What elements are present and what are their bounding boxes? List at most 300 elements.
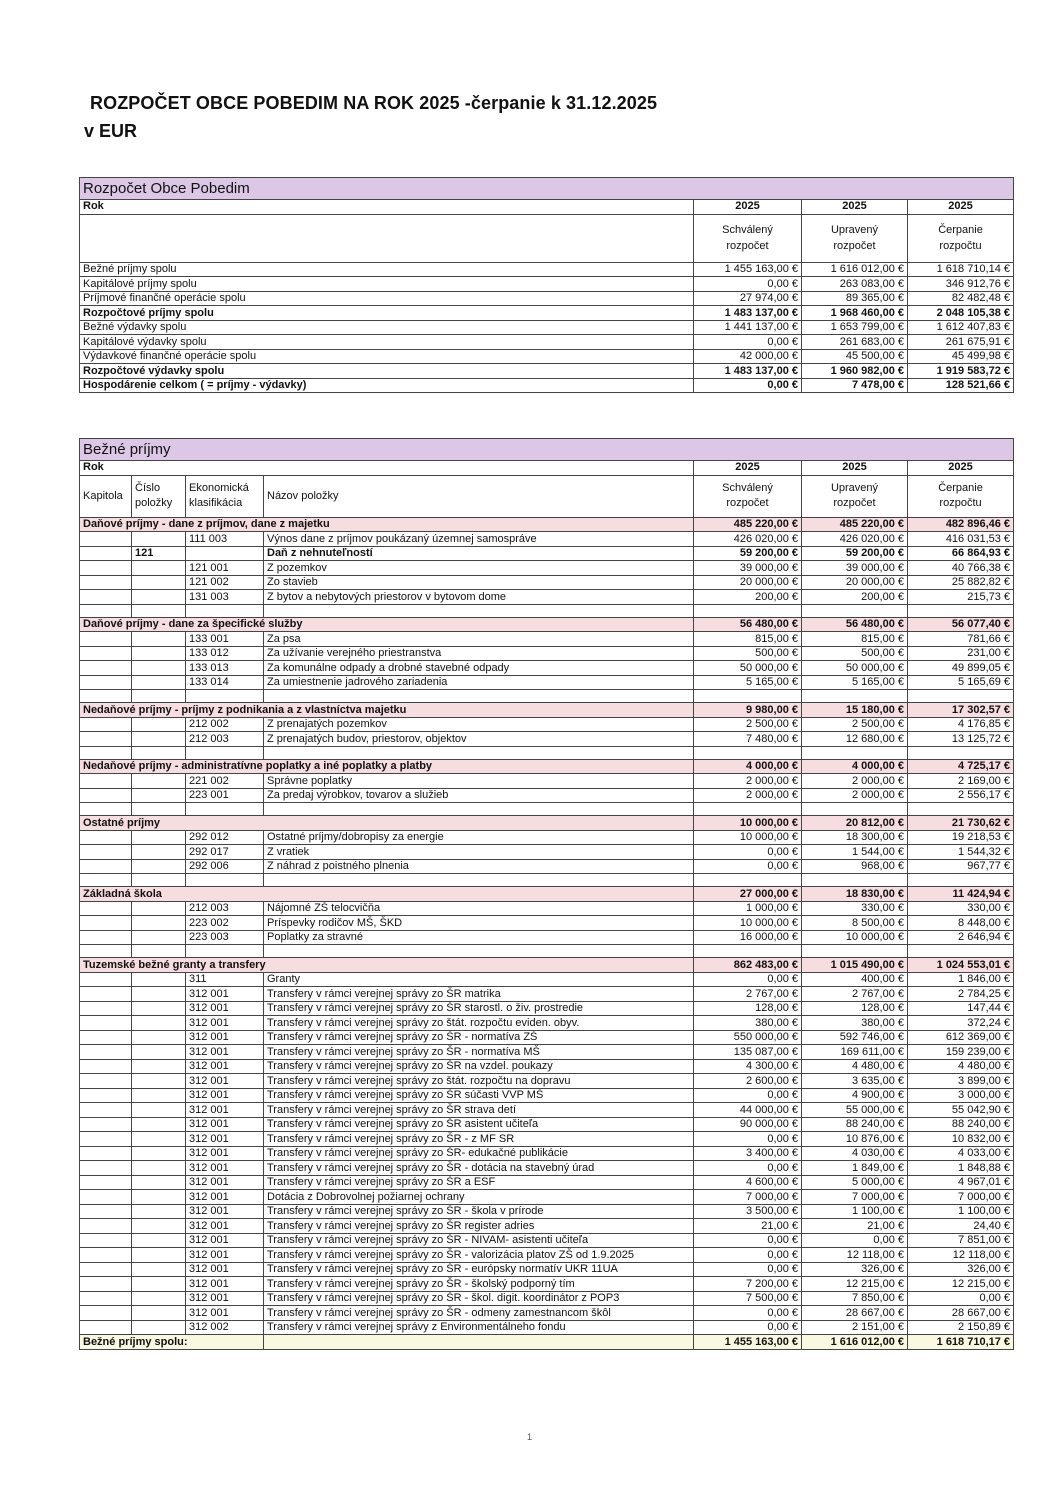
nazov-cell: Transfery v rámci verejnej správy zo štát. rozpočtu na dopravu bbox=[264, 1074, 694, 1089]
empty-cell bbox=[264, 746, 694, 759]
amount-cell: 3 500,00 € bbox=[694, 1204, 802, 1219]
nazov-cell: Za predaj výrobkov, tovarov a služieb bbox=[264, 788, 694, 803]
amount-cell: 0,00 € bbox=[908, 1291, 1014, 1306]
cislo-cell bbox=[132, 1088, 186, 1103]
amount-cell: 263 083,00 € bbox=[802, 277, 908, 292]
empty-cell bbox=[80, 604, 132, 617]
amount-cell: 8 448,00 € bbox=[908, 916, 1014, 931]
total-amount: 1 616 012,00 € bbox=[802, 1335, 908, 1350]
amount-cell: 2 646,94 € bbox=[908, 930, 1014, 945]
group-amount: 11 424,94 € bbox=[908, 887, 1014, 902]
amount-cell: 200,00 € bbox=[802, 590, 908, 605]
nazov-cell: Z náhrad z poistného plnenia bbox=[264, 859, 694, 874]
table-row bbox=[80, 546, 1014, 561]
amount-cell: 1 919 583,72 € bbox=[908, 364, 1014, 379]
amount-cell: 592 746,00 € bbox=[802, 1030, 908, 1045]
amount-cell: 1 000,00 € bbox=[694, 901, 802, 916]
group-amount: 17 302,57 € bbox=[908, 703, 1014, 718]
ekon-cell: 312 001 bbox=[186, 1219, 264, 1234]
summary-row bbox=[80, 335, 1014, 350]
kapitola-cell bbox=[80, 590, 132, 605]
kapitola-cell bbox=[80, 1030, 132, 1045]
nazov-cell: Transfery v rámci verejnej správy zo ŠR starostl. o živ. prostredie bbox=[264, 1001, 694, 1016]
column-header: Upravený rozpočet bbox=[802, 214, 908, 262]
amount-cell: 128 521,66 € bbox=[908, 378, 1014, 393]
amount-cell: 500,00 € bbox=[802, 646, 908, 661]
bezne-prijmy-table bbox=[79, 438, 1014, 1350]
empty-cell bbox=[186, 803, 264, 816]
amount-cell: 781,66 € bbox=[908, 632, 1014, 647]
amount-cell: 7 200,00 € bbox=[694, 1277, 802, 1292]
amount-cell: 2 169,00 € bbox=[908, 774, 1014, 789]
kapitola-cell bbox=[80, 1045, 132, 1060]
group-title: Nedaňové príjmy - príjmy z podnikania a z vlastníctva majetku bbox=[80, 703, 694, 718]
amount-cell: 261 675,91 € bbox=[908, 335, 1014, 350]
cislo-cell bbox=[132, 632, 186, 647]
amount-cell: 7 850,00 € bbox=[802, 1291, 908, 1306]
ekon-cell: 312 001 bbox=[186, 1146, 264, 1161]
ekon-cell: 131 003 bbox=[186, 590, 264, 605]
column-header: Čerpanie rozpočtu bbox=[908, 214, 1014, 262]
table-row bbox=[80, 1262, 1014, 1277]
cislo-cell bbox=[132, 830, 186, 845]
nazov-cell: Z prenajatých budov, priestorov, objektov bbox=[264, 732, 694, 747]
amount-cell: 968,00 € bbox=[802, 859, 908, 874]
row-label: Rozpočtové výdavky spolu bbox=[80, 364, 694, 379]
ekon-cell: 312 001 bbox=[186, 1001, 264, 1016]
spacer-row bbox=[80, 874, 1014, 887]
amount-cell: 200,00 € bbox=[694, 590, 802, 605]
amount-cell: 0,00 € bbox=[694, 378, 802, 393]
summary-row bbox=[80, 364, 1014, 379]
ekon-cell: 312 001 bbox=[186, 987, 264, 1002]
summary-row bbox=[80, 306, 1014, 321]
nazov-cell: Transfery v rámci verejnej správy zo ŠR - dotácia na stavebný úrad bbox=[264, 1161, 694, 1176]
nazov-cell: Za umiestnenie jadrového zariadenia bbox=[264, 675, 694, 690]
year-header: 2025 bbox=[802, 461, 908, 476]
amount-cell: 0,00 € bbox=[694, 1132, 802, 1147]
spacer-row bbox=[80, 690, 1014, 703]
amount-cell: 45 499,98 € bbox=[908, 349, 1014, 364]
cislo-cell bbox=[132, 1016, 186, 1031]
group-amount: 15 180,00 € bbox=[802, 703, 908, 718]
empty-cell bbox=[802, 690, 908, 703]
amount-cell: 147,44 € bbox=[908, 1001, 1014, 1016]
cislo-cell bbox=[132, 1204, 186, 1219]
ekon-cell: 312 001 bbox=[186, 1132, 264, 1147]
empty-cell bbox=[694, 874, 802, 887]
kapitola-cell bbox=[80, 788, 132, 803]
amount-cell: 3 400,00 € bbox=[694, 1146, 802, 1161]
document-title: ROZPOČET OBCE POBEDIM NA ROK 2025 -čerpanie k 31.12.2025 bbox=[90, 93, 658, 113]
kapitola-cell bbox=[80, 532, 132, 547]
amount-cell: 2 784,25 € bbox=[908, 987, 1014, 1002]
amount-cell: 159 239,00 € bbox=[908, 1045, 1014, 1060]
cislo-cell bbox=[132, 916, 186, 931]
cislo-cell bbox=[132, 901, 186, 916]
kapitola-cell bbox=[80, 1204, 132, 1219]
year-header: 2025 bbox=[694, 461, 802, 476]
nazov-cell: Transfery v rámci verejnej správy zo ŠR register adries bbox=[264, 1219, 694, 1234]
nazov-cell: Granty bbox=[264, 972, 694, 987]
empty-cell bbox=[264, 1335, 694, 1350]
cislo-cell bbox=[132, 717, 186, 732]
nazov-cell: Transfery v rámci verejnej správy zo štát. rozpočtu eviden. obyv. bbox=[264, 1016, 694, 1031]
table-row bbox=[80, 717, 1014, 732]
group-amount: 4 725,17 € bbox=[908, 759, 1014, 774]
kapitola-cell bbox=[80, 1291, 132, 1306]
rok-label: Rok bbox=[80, 461, 694, 476]
amount-cell: 1 483 137,00 € bbox=[694, 364, 802, 379]
amount-cell: 3 000,00 € bbox=[908, 1088, 1014, 1103]
kapitola-cell bbox=[80, 1001, 132, 1016]
table-row bbox=[80, 916, 1014, 931]
amount-cell: 49 899,05 € bbox=[908, 661, 1014, 676]
empty-cell bbox=[132, 945, 186, 958]
kapitola-cell bbox=[80, 1117, 132, 1132]
table-row bbox=[80, 859, 1014, 874]
kapitola-cell bbox=[80, 675, 132, 690]
kapitola-cell bbox=[80, 1233, 132, 1248]
amount-cell: 4 600,00 € bbox=[694, 1175, 802, 1190]
amount-cell: 20 000,00 € bbox=[694, 575, 802, 590]
amount-cell: 215,73 € bbox=[908, 590, 1014, 605]
ekon-cell: 312 002 bbox=[186, 1320, 264, 1335]
amount-cell: 39 000,00 € bbox=[694, 561, 802, 576]
table-row bbox=[80, 1001, 1014, 1016]
nazov-cell: Za psa bbox=[264, 632, 694, 647]
amount-cell: 19 218,53 € bbox=[908, 830, 1014, 845]
nazov-cell: Transfery v rámci verejnej správy zo ŠR - európsky normatív UKR 11UA bbox=[264, 1262, 694, 1277]
amount-cell: 1 653 799,00 € bbox=[802, 320, 908, 335]
amount-cell: 7 000,00 € bbox=[694, 1190, 802, 1205]
amount-cell: 1 616 012,00 € bbox=[802, 262, 908, 277]
group-header-row bbox=[80, 887, 1014, 902]
amount-cell: 967,77 € bbox=[908, 859, 1014, 874]
amount-cell: 1 455 163,00 € bbox=[694, 262, 802, 277]
nazov-cell: Transfery v rámci verejnej správy zo ŠR na vzdel. poukazy bbox=[264, 1059, 694, 1074]
amount-cell: 7 480,00 € bbox=[694, 732, 802, 747]
table-row bbox=[80, 1248, 1014, 1263]
kapitola-cell bbox=[80, 575, 132, 590]
table-row bbox=[80, 788, 1014, 803]
table-row bbox=[80, 1175, 1014, 1190]
amount-cell: 82 482,48 € bbox=[908, 291, 1014, 306]
nazov-cell: Výnos dane z príjmov poukázaný územnej samospráve bbox=[264, 532, 694, 547]
column-header-cislo: Číslo položky bbox=[132, 475, 186, 517]
amount-cell: 2 767,00 € bbox=[802, 987, 908, 1002]
amount-cell: 0,00 € bbox=[694, 845, 802, 860]
spacer-row bbox=[80, 604, 1014, 617]
amount-cell: 25 882,82 € bbox=[908, 575, 1014, 590]
amount-cell: 426 020,00 € bbox=[802, 532, 908, 547]
empty-cell bbox=[186, 604, 264, 617]
kapitola-cell bbox=[80, 646, 132, 661]
kapitola-cell bbox=[80, 632, 132, 647]
amount-cell: 2 151,00 € bbox=[802, 1320, 908, 1335]
cislo-cell bbox=[132, 1306, 186, 1321]
cislo-cell bbox=[132, 661, 186, 676]
amount-cell: 0,00 € bbox=[694, 1233, 802, 1248]
ekon-cell: 212 003 bbox=[186, 732, 264, 747]
amount-cell: 0,00 € bbox=[694, 1161, 802, 1176]
ekon-cell: 292 006 bbox=[186, 859, 264, 874]
empty-cell bbox=[802, 945, 908, 958]
page-number: 1 bbox=[527, 1432, 533, 1442]
table-row bbox=[80, 646, 1014, 661]
table-row bbox=[80, 930, 1014, 945]
amount-cell: 612 369,00 € bbox=[908, 1030, 1014, 1045]
ekon-cell: 312 001 bbox=[186, 1103, 264, 1118]
table-row bbox=[80, 972, 1014, 987]
empty-cell bbox=[132, 690, 186, 703]
cislo-cell bbox=[132, 1059, 186, 1074]
summary-table bbox=[79, 177, 1014, 393]
amount-cell: 4 033,00 € bbox=[908, 1146, 1014, 1161]
cislo-cell bbox=[132, 1219, 186, 1234]
group-header-row bbox=[80, 958, 1014, 973]
cislo-cell bbox=[132, 930, 186, 945]
table-row bbox=[80, 845, 1014, 860]
group-amount: 9 980,00 € bbox=[694, 703, 802, 718]
row-label: Kapitálové výdavky spolu bbox=[80, 335, 694, 350]
table-row bbox=[80, 1103, 1014, 1118]
column-header-cerpanie: Čerpanie rozpočtu bbox=[908, 475, 1014, 517]
empty-cell bbox=[264, 803, 694, 816]
amount-cell: 0,00 € bbox=[694, 1320, 802, 1335]
amount-cell: 2 500,00 € bbox=[694, 717, 802, 732]
amount-cell: 3 635,00 € bbox=[802, 1074, 908, 1089]
amount-cell: 550 000,00 € bbox=[694, 1030, 802, 1045]
row-label: Hospodárenie celkom ( = príjmy - výdavky) bbox=[80, 378, 694, 393]
summary-row bbox=[80, 378, 1014, 393]
amount-cell: 0,00 € bbox=[694, 1306, 802, 1321]
empty-cell bbox=[908, 874, 1014, 887]
nazov-cell: Z bytov a nebytových priestorov v bytovom dome bbox=[264, 590, 694, 605]
cislo-cell bbox=[132, 972, 186, 987]
year-header: 2025 bbox=[694, 200, 802, 215]
kapitola-cell bbox=[80, 916, 132, 931]
cislo-cell bbox=[132, 675, 186, 690]
kapitola-cell bbox=[80, 661, 132, 676]
table-row bbox=[80, 561, 1014, 576]
kapitola-cell bbox=[80, 987, 132, 1002]
ekon-cell: 312 001 bbox=[186, 1074, 264, 1089]
row-label: Bežné príjmy spolu bbox=[80, 262, 694, 277]
kapitola-cell bbox=[80, 930, 132, 945]
amount-cell: 10 000,00 € bbox=[694, 916, 802, 931]
summary-row bbox=[80, 262, 1014, 277]
cislo-cell bbox=[132, 1248, 186, 1263]
kapitola-cell bbox=[80, 1103, 132, 1118]
year-header: 2025 bbox=[908, 461, 1014, 476]
group-amount: 27 000,00 € bbox=[694, 887, 802, 902]
amount-cell: 10 832,00 € bbox=[908, 1132, 1014, 1147]
table-row bbox=[80, 675, 1014, 690]
ekon-cell: 121 002 bbox=[186, 575, 264, 590]
amount-cell: 55 042,90 € bbox=[908, 1103, 1014, 1118]
empty-cell bbox=[802, 874, 908, 887]
kapitola-cell bbox=[80, 859, 132, 874]
kapitola-cell bbox=[80, 1146, 132, 1161]
table-band-row bbox=[80, 178, 1014, 200]
amount-cell: 0,00 € bbox=[694, 335, 802, 350]
table-row bbox=[80, 1030, 1014, 1045]
ekon-cell: 133 012 bbox=[186, 646, 264, 661]
group-amount: 485 220,00 € bbox=[802, 517, 908, 532]
summary-row bbox=[80, 291, 1014, 306]
kapitola-cell bbox=[80, 1262, 132, 1277]
cislo-cell bbox=[132, 1190, 186, 1205]
table-row bbox=[80, 732, 1014, 747]
ekon-cell: 212 002 bbox=[186, 717, 264, 732]
group-amount: 482 896,46 € bbox=[908, 517, 1014, 532]
amount-cell: 330,00 € bbox=[802, 901, 908, 916]
ekon-cell: 223 002 bbox=[186, 916, 264, 931]
ekon-cell: 292 012 bbox=[186, 830, 264, 845]
amount-cell: 1 618 710,14 € bbox=[908, 262, 1014, 277]
kapitola-cell bbox=[80, 1132, 132, 1147]
amount-cell: 4 300,00 € bbox=[694, 1059, 802, 1074]
kapitola-cell bbox=[80, 1219, 132, 1234]
amount-cell: 39 000,00 € bbox=[802, 561, 908, 576]
nazov-cell: Transfery v rámci verejnej správy zo ŠR súčasti VVP MŠ bbox=[264, 1088, 694, 1103]
table-row bbox=[80, 1045, 1014, 1060]
ekon-cell: 312 001 bbox=[186, 1233, 264, 1248]
amount-cell: 2 600,00 € bbox=[694, 1074, 802, 1089]
group-header-row bbox=[80, 517, 1014, 532]
ekon-cell: 312 001 bbox=[186, 1204, 264, 1219]
amount-cell: 1 846,00 € bbox=[908, 972, 1014, 987]
ekon-cell: 312 001 bbox=[186, 1277, 264, 1292]
table-row bbox=[80, 590, 1014, 605]
spacer-row bbox=[80, 803, 1014, 816]
empty-cell bbox=[264, 945, 694, 958]
nazov-cell: Dotácia z Dobrovolnej požiarnej ochrany bbox=[264, 1190, 694, 1205]
amount-cell: 16 000,00 € bbox=[694, 930, 802, 945]
nazov-cell: Z vratiek bbox=[264, 845, 694, 860]
ekon-cell: 133 013 bbox=[186, 661, 264, 676]
cislo-cell bbox=[132, 1117, 186, 1132]
empty-cell bbox=[186, 874, 264, 887]
kapitola-cell bbox=[80, 1074, 132, 1089]
amount-cell: 2 048 105,38 € bbox=[908, 306, 1014, 321]
group-amount: 18 830,00 € bbox=[802, 887, 908, 902]
kapitola-cell bbox=[80, 1190, 132, 1205]
group-title: Daňové príjmy - dane za špecifické služby bbox=[80, 617, 694, 632]
amount-cell: 4 480,00 € bbox=[908, 1059, 1014, 1074]
amount-cell: 24,40 € bbox=[908, 1219, 1014, 1234]
total-row bbox=[80, 1335, 1014, 1350]
amount-cell: 28 667,00 € bbox=[802, 1306, 908, 1321]
amount-cell: 128,00 € bbox=[694, 1001, 802, 1016]
group-title: Tuzemské bežné granty a transfery bbox=[80, 958, 694, 973]
cislo-cell bbox=[132, 1291, 186, 1306]
nazov-cell: Transfery v rámci verejnej správy zo ŠR - normatíva ZŠ bbox=[264, 1030, 694, 1045]
amount-cell: 0,00 € bbox=[694, 277, 802, 292]
nazov-cell: Príspevky rodičov MŠ, ŠKD bbox=[264, 916, 694, 931]
cislo-cell bbox=[132, 1001, 186, 1016]
table-row bbox=[80, 1117, 1014, 1132]
spacer-row bbox=[80, 746, 1014, 759]
nazov-cell: Transfery v rámci verejnej správy zo ŠR - školský podporný tím bbox=[264, 1277, 694, 1292]
empty-cell bbox=[264, 874, 694, 887]
kapitola-cell bbox=[80, 561, 132, 576]
amount-cell: 7 000,00 € bbox=[802, 1190, 908, 1205]
empty-cell bbox=[908, 690, 1014, 703]
table-row bbox=[80, 1146, 1014, 1161]
group-amount: 862 483,00 € bbox=[694, 958, 802, 973]
amount-cell: 0,00 € bbox=[694, 972, 802, 987]
document-subtitle: v EUR bbox=[84, 121, 138, 141]
amount-cell: 2 000,00 € bbox=[802, 788, 908, 803]
amount-cell: 2 150,89 € bbox=[908, 1320, 1014, 1335]
summary-row bbox=[80, 277, 1014, 292]
table-row bbox=[80, 1161, 1014, 1176]
ekon-cell: 221 002 bbox=[186, 774, 264, 789]
ekon-cell: 223 003 bbox=[186, 930, 264, 945]
amount-cell: 55 000,00 € bbox=[802, 1103, 908, 1118]
table-row bbox=[80, 901, 1014, 916]
cislo-cell bbox=[132, 1262, 186, 1277]
table-row bbox=[80, 632, 1014, 647]
group-amount: 56 077,40 € bbox=[908, 617, 1014, 632]
amount-cell: 1 612 407,83 € bbox=[908, 320, 1014, 335]
amount-cell: 12 118,00 € bbox=[802, 1248, 908, 1263]
cislo-cell bbox=[132, 1103, 186, 1118]
table-row bbox=[80, 1204, 1014, 1219]
empty-cell bbox=[132, 874, 186, 887]
amount-cell: 42 000,00 € bbox=[694, 349, 802, 364]
cislo-cell bbox=[132, 845, 186, 860]
amount-cell: 5 165,00 € bbox=[802, 675, 908, 690]
table-row bbox=[80, 1306, 1014, 1321]
table-row bbox=[80, 1219, 1014, 1234]
cislo-cell bbox=[132, 788, 186, 803]
spacer-row bbox=[80, 945, 1014, 958]
kapitola-cell bbox=[80, 717, 132, 732]
amount-cell: 4 480,00 € bbox=[802, 1059, 908, 1074]
amount-cell: 4 900,00 € bbox=[802, 1088, 908, 1103]
nazov-cell: Nájomné ZŠ telocvičňa bbox=[264, 901, 694, 916]
amount-cell: 59 200,00 € bbox=[802, 546, 908, 561]
empty-cell bbox=[80, 945, 132, 958]
amount-cell: 1 849,00 € bbox=[802, 1161, 908, 1176]
amount-cell: 1 848,88 € bbox=[908, 1161, 1014, 1176]
amount-cell: 426 020,00 € bbox=[694, 532, 802, 547]
amount-cell: 4 176,85 € bbox=[908, 717, 1014, 732]
table-row bbox=[80, 1320, 1014, 1335]
empty-cell bbox=[80, 874, 132, 887]
amount-cell: 4 967,01 € bbox=[908, 1175, 1014, 1190]
cislo-cell bbox=[132, 575, 186, 590]
amount-cell: 10 000,00 € bbox=[694, 830, 802, 845]
column-header-ekon: Ekonomická klasifikácia bbox=[186, 475, 264, 517]
amount-cell: 128,00 € bbox=[802, 1001, 908, 1016]
amount-cell: 815,00 € bbox=[694, 632, 802, 647]
amount-cell: 88 240,00 € bbox=[802, 1117, 908, 1132]
amount-cell: 8 500,00 € bbox=[802, 916, 908, 931]
ekon-cell: 312 001 bbox=[186, 1045, 264, 1060]
kapitola-cell bbox=[80, 845, 132, 860]
blank-header bbox=[80, 214, 694, 262]
nazov-cell: Poplatky za stravné bbox=[264, 930, 694, 945]
empty-cell bbox=[132, 604, 186, 617]
empty-cell bbox=[132, 803, 186, 816]
ekon-cell: 111 003 bbox=[186, 532, 264, 547]
amount-cell: 346 912,76 € bbox=[908, 277, 1014, 292]
empty-cell bbox=[186, 690, 264, 703]
